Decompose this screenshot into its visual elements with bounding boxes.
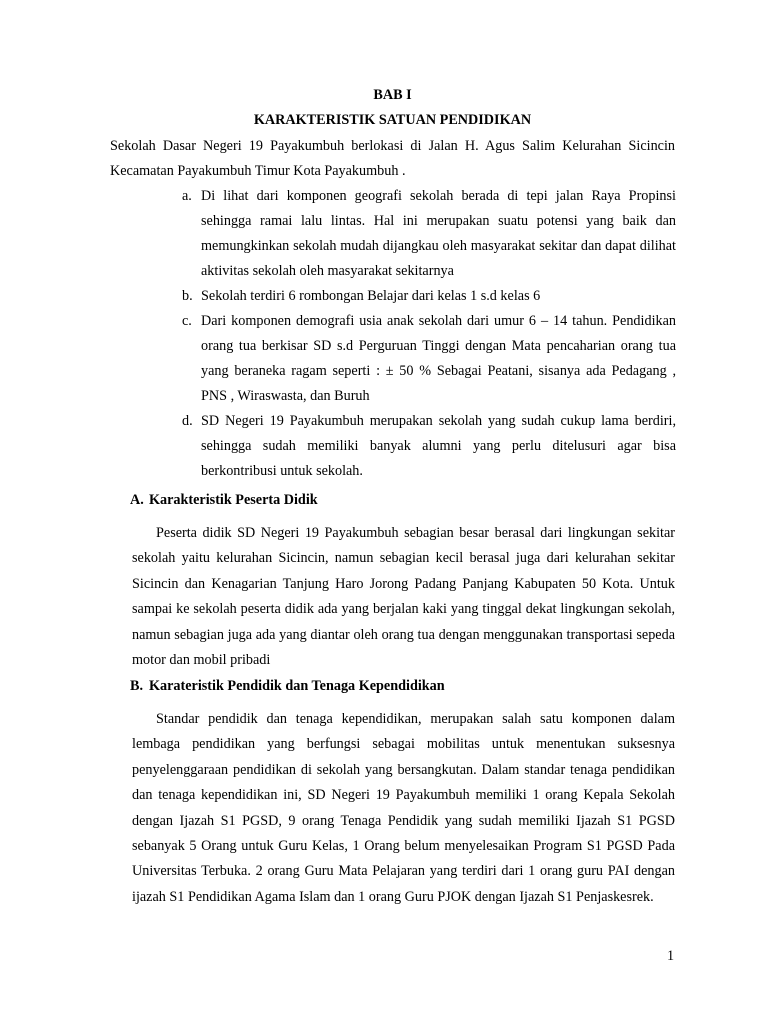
list-item-text: Di lihat dari komponen geografi sekolah berada di tepi jalan Raya Propinsi sehingga ramai lalu lintas. Hal ini merupakan suatu potensi yang baik dan memungkinkan sekolah mudah dijangkau oleh masyarakat sekitar dan dapat dilihat aktivitas sekolah oleh masyarakat sekitarnya <box>201 188 676 279</box>
list-item <box>182 184 676 284</box>
characteristics-list <box>182 184 676 484</box>
list-marker: b. <box>182 288 193 304</box>
section-a-heading <box>130 492 318 509</box>
list-item-text: Sekolah terdiri 6 rombongan Belajar dari kelas 1 s.d kelas 6 <box>201 288 541 304</box>
page-number: 1 <box>667 948 675 964</box>
list-item-text: Dari komponen demografi usia anak sekolah dari umur 6 – 14 tahun. Pendidikan orang tua berkisar SD s.d Perguruan Tinggi dengan Mata pencaharian orang tua yang beraneka ragam seperti : ± 50 % Sebagai Peatani, sisanya ada Pedagang , PNS , Wiraswasta, dan Buruh <box>201 313 676 404</box>
list-item <box>182 409 676 484</box>
list-marker: a. <box>182 188 192 204</box>
intro-paragraph: Sekolah Dasar Negeri 19 Payakumbuh berlokasi di Jalan H. Agus Salim Kelurahan Sicincin Kecamatan Payakumbuh Timur Kota Payakumbuh . <box>110 138 675 179</box>
section-b-paragraph: Standar pendidik dan tenaga kependidikan, merupakan salah satu komponen dalam lembaga pendidikan yang berfungsi sebagai mobilitas untuk menentukan suksesnya penyelenggaraan pendidikan di sekolah yang bersangkutan. Dalam standar tenaga pendidikan dan tenaga kependidikan ini, SD Negeri 19 Payakumbuh memiliki 1 orang Kepala Sekolah dengan Ijazah S1 PGSD, 9 orang Tenaga Pendidik yang sudah memiliki Ijazah S1 PGSD sebanyak 5 Orang untuk Guru Kelas, 1 Orang belum menyelesaikan Program S1 PGSD Pada Universitas Terbuka. 2 orang Guru Mata Pelajaran yang terdiri dari 1 orang guru PAI dengan ijazah S1 Pendidikan Agama Islam dan 1 orang Guru PJOK dengan Ijazah S1 Penjaskesrek. <box>132 711 675 905</box>
page-title: KARAKTERISTIK SATUAN PENDIDIKAN <box>253 112 532 128</box>
list-marker: c. <box>182 313 192 329</box>
list-item <box>182 309 676 409</box>
section-a-title: Karakteristik Peserta Didik <box>149 492 318 508</box>
list-item-text: SD Negeri 19 Payakumbuh merupakan sekolah yang sudah cukup lama berdiri, sehingga sudah memiliki banyak alumni yang perlu ditelusuri agar bisa berkontribusi untuk sekolah. <box>201 413 676 479</box>
section-b-heading <box>130 678 445 695</box>
section-b-title: Karateristik Pendidik dan Tenaga Kependidikan <box>149 678 445 694</box>
list-marker: d. <box>182 413 193 429</box>
list-item <box>182 284 676 309</box>
section-a-marker: A. <box>130 492 144 508</box>
chapter-label: BAB I <box>373 87 412 103</box>
section-b-marker: B. <box>130 678 144 694</box>
section-a-paragraph: Peserta didik SD Negeri 19 Payakumbuh sebagian besar berasal dari lingkungan sekitar sekolah yaitu kelurahan Sicincin, namun sebagian kecil berasal juga dari kelurahan sekitar Sicincin dan Kenagarian Tanjung Haro Jorong Padang Panjang Kabupaten 50 Kota. Untuk sampai ke sekolah peserta didik ada yang berjalan kaki yang tinggal dekat lingkungan sekolah, namun sebagian juga ada yang diantar oleh orang tua dengan menggunakan transportasi sepeda motor dan mobil pribadi <box>132 525 675 669</box>
